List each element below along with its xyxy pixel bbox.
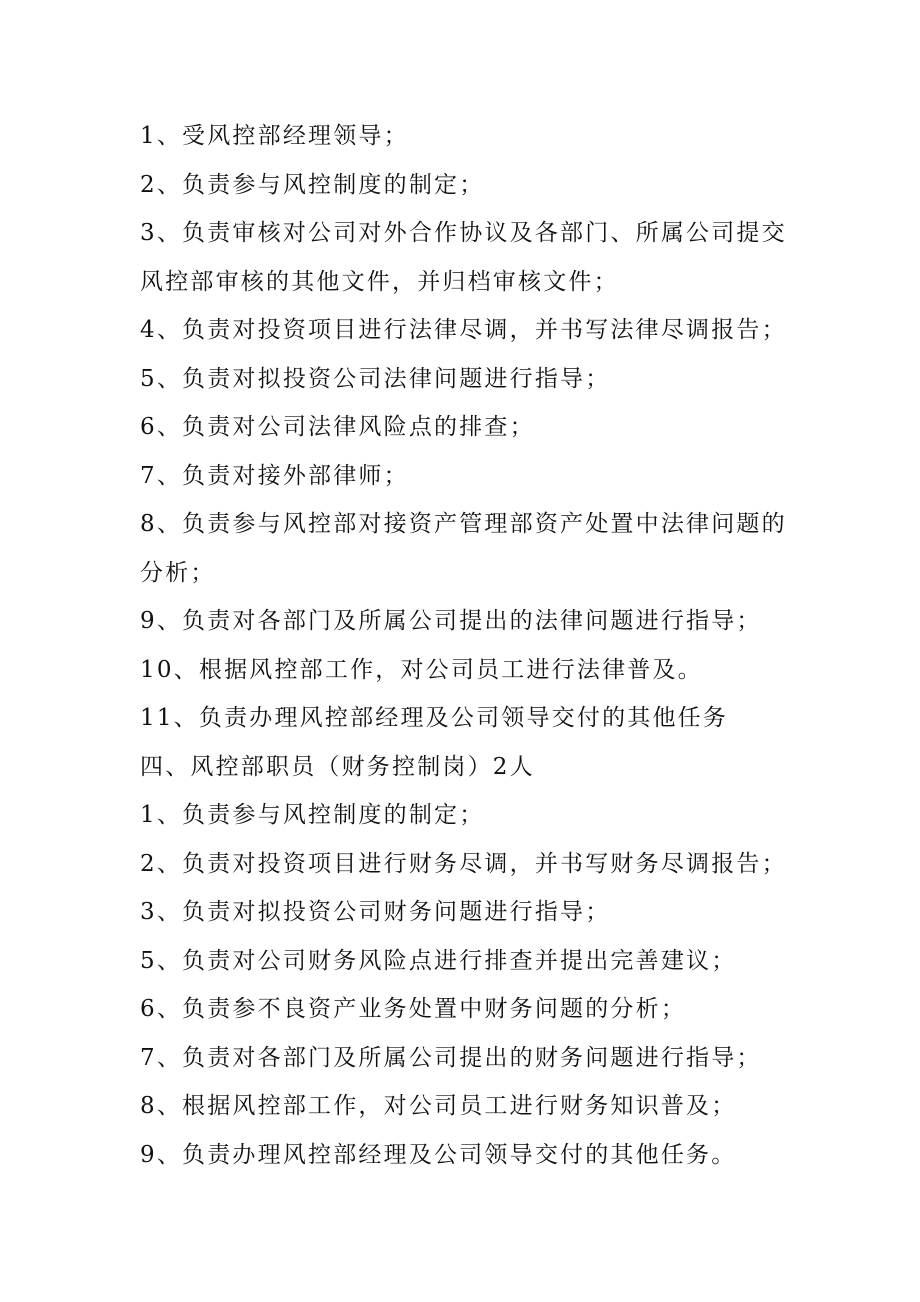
- text-line: 4、负责对投资项目进行法律尽调，并书写法律尽调报告；: [140, 317, 787, 343]
- text-line: 3、负责对拟投资公司财务问题进行指导；: [140, 899, 611, 925]
- text-line: 1、负责参与风控制度的制定；: [140, 802, 485, 828]
- text-line: 3、负责审核对公司对外合作协议及各部门、所属公司提交: [140, 220, 787, 246]
- text-line: 2、负责参与风控制度的制定；: [140, 171, 485, 198]
- text-line: 8、负责参与风控部对接资产管理部资产处置中法律问题的: [140, 511, 787, 537]
- text-line: 5、负责对拟投资公司法律问题进行指导；: [140, 365, 611, 392]
- text-line: 6、负责参不良资产业务处置中财务问题的分析；: [140, 996, 687, 1022]
- text-line: 风控部审核的其他文件，并归档审核文件；: [140, 268, 619, 295]
- section-heading: 四、风控部职员（财务控制岗）2人: [140, 753, 535, 780]
- text-line: 9、负责办理风控部经理及公司领导交付的其他任务。: [140, 1141, 737, 1168]
- document-body: [140, 112, 790, 1179]
- text-line: 7、负责对接外部律师；: [140, 462, 409, 489]
- text-line: 6、负责对公司法律风险点的排查；: [140, 414, 535, 440]
- text-line: 11、负责办理风控部经理及公司领导交付的其他任务: [140, 705, 729, 731]
- text-line: 9、负责对各部门及所属公司提出的法律问题进行指导；: [140, 608, 762, 634]
- text-line: 7、负责对各部门及所属公司提出的财务问题进行指导；: [140, 1044, 762, 1071]
- text-line: 5、负责对公司财务风险点进行排查并提出完善建议；: [140, 947, 737, 974]
- text-line: 2、负责对投资项目进行财务尽调，并书写财务尽调报告；: [140, 850, 787, 877]
- text-line: 1、受风控部经理领导；: [140, 123, 409, 149]
- text-line: 10、根据风控部工作，对公司员工进行法律普及。: [140, 656, 703, 683]
- text-line: 分析；: [140, 559, 216, 586]
- text-line: 8、根据风控部工作，对公司员工进行财务知识普及；: [140, 1093, 737, 1119]
